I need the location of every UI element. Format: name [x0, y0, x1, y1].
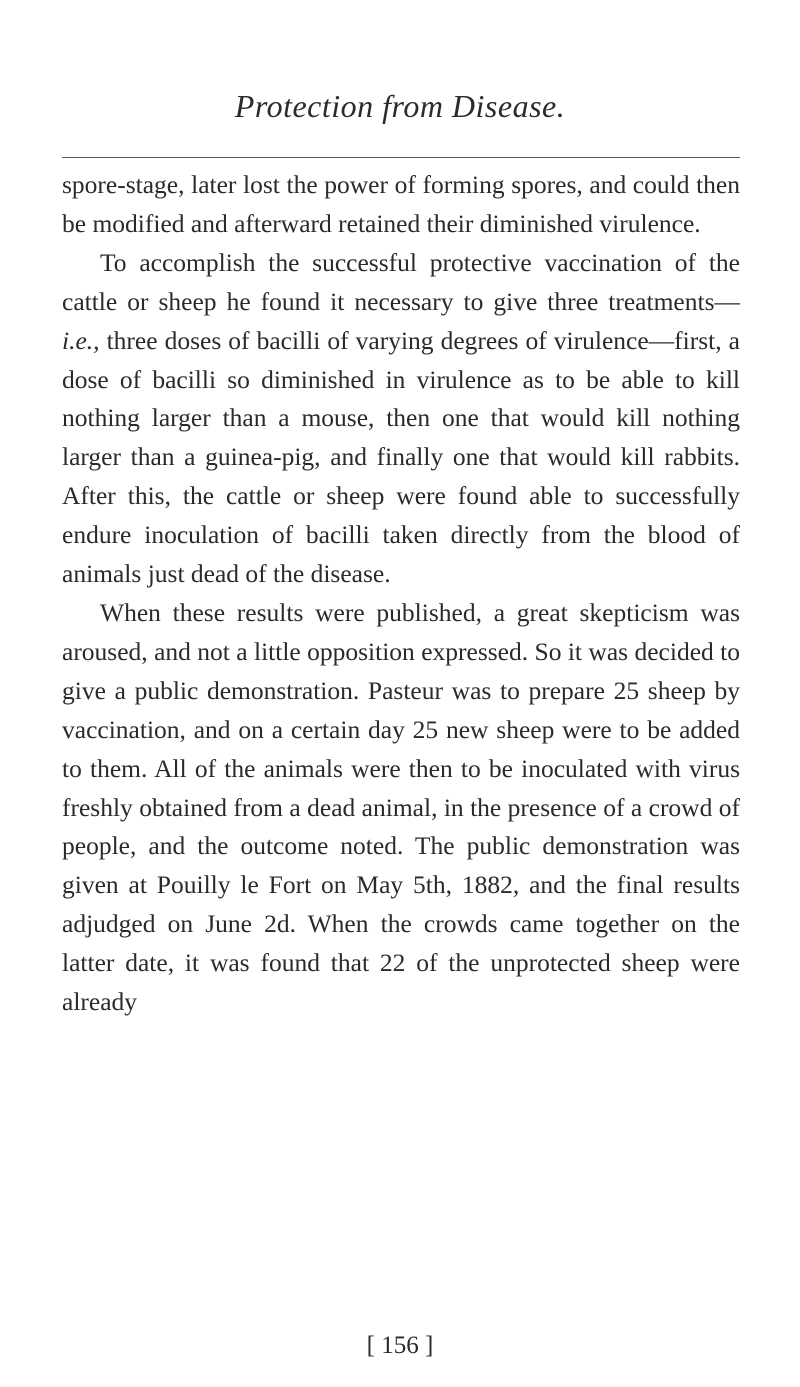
text-segment: three doses of bacilli of varying degrees of virulence—first, a dose of bacilli so diminished in virulence as to be able to kill nothing larger than a mouse, then one that would kill nothing larger than a guinea-pig, and finally one that would kill rabbits. After this, the cattle or sheep were found able to successfully endure inoculation of bacilli taken directly from the blood of animals just dead of the disease.	[62, 325, 740, 589]
text-segment: To accomplish the successful protective vaccination of the cattle or sheep he found it necessary to give three treatments—	[62, 247, 740, 316]
paragraph	[62, 594, 740, 1022]
running-head: Protection from Disease.	[234, 88, 566, 124]
paragraph	[62, 244, 740, 594]
text-segment: spore-stage, later lost the power of forming spores, and could then be modified and afterward retained their diminished virulence.	[62, 170, 740, 238]
header-rule	[62, 157, 740, 158]
italic-text: i.e.,	[62, 325, 100, 355]
page-number: [ 156 ]	[366, 1332, 434, 1359]
body-text	[62, 166, 740, 1022]
paragraph	[62, 166, 740, 244]
text-segment: When these results were published, a great skepticism was aroused, and not a little opposition expressed. So it was decided to give a public demonstration. Pasteur was to prepare 25 sheep by vaccination, and on a certain day 25 new sheep were to be added to them. All of the animals were then to be inoculated with virus freshly obtained from a dead animal, in the presence of a crowd of people, and the outcome noted. The public demonstration was given at Pouilly le Fort on May 5th, 1882, and the final results adjudged on June 2d. When the crowds came together on the latter date, it was found that 22 of the unprotected sheep were already	[62, 597, 740, 1017]
